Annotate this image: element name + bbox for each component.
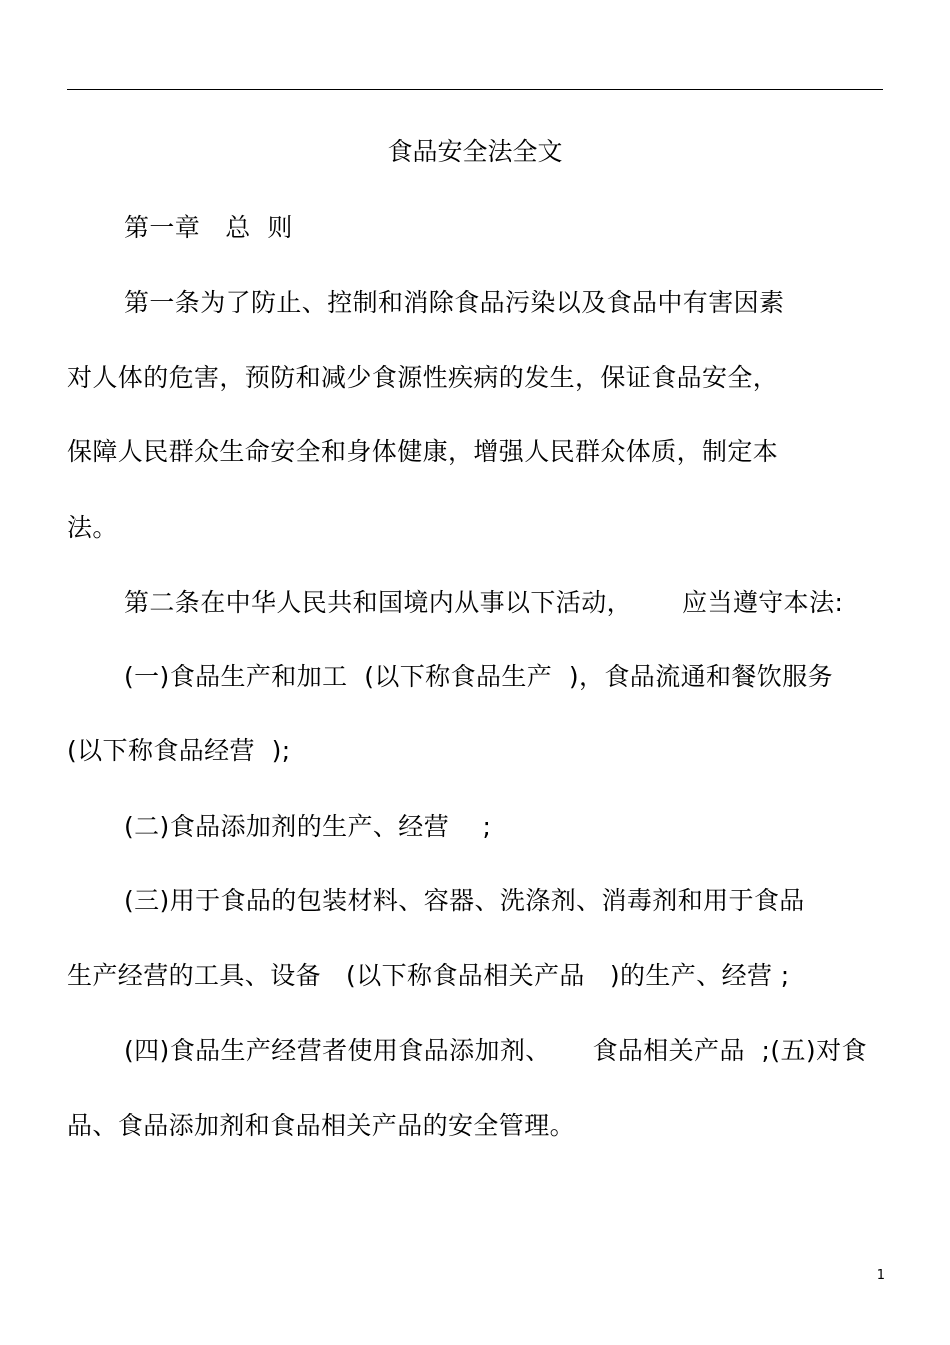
- paragraph-line: 保障人民群众生命安全和身体健康，增强人民群众体质，制定本: [67, 437, 779, 466]
- paragraph-line: 品、食品添加剂和食品相关产品的安全管理。: [67, 1111, 576, 1140]
- paragraph-line: 第一条为了防止、控制和消除食品污染以及食品中有害因素: [124, 288, 785, 317]
- paragraph-line: (二)食品添加剂的生产、经营 ;: [124, 812, 492, 841]
- paragraph-line: (四)食品生产经营者使用食品添加剂、 食品相关产品 ;(五)对食: [124, 1036, 867, 1065]
- header-rule: [67, 89, 883, 90]
- paragraph-line: 对人体的危害，预防和减少食源性疾病的发生，保证食品安全，: [67, 363, 779, 392]
- document-title: 食品安全法全文: [387, 137, 563, 166]
- chapter-heading: 第一章 总 则: [124, 213, 293, 242]
- page-number: 1: [876, 1268, 885, 1283]
- paragraph-line: (一)食品生产和加工 (以下称食品生产 )，食品流通和餐饮服务: [124, 662, 834, 691]
- paragraph-line: 生产经营的工具、设备 (以下称食品相关产品 )的生产、经营 ;: [67, 961, 790, 990]
- paragraph-line: (三)用于食品的包装材料、容器、洗涤剂、消毒剂和用于食品: [124, 886, 805, 915]
- paragraph-line: (以下称食品经营 );: [67, 736, 291, 765]
- paragraph-line: 法。: [67, 513, 118, 542]
- paragraph-line: 第二条在中华人民共和国境内从事以下活动， 应当遵守本法:: [124, 588, 844, 617]
